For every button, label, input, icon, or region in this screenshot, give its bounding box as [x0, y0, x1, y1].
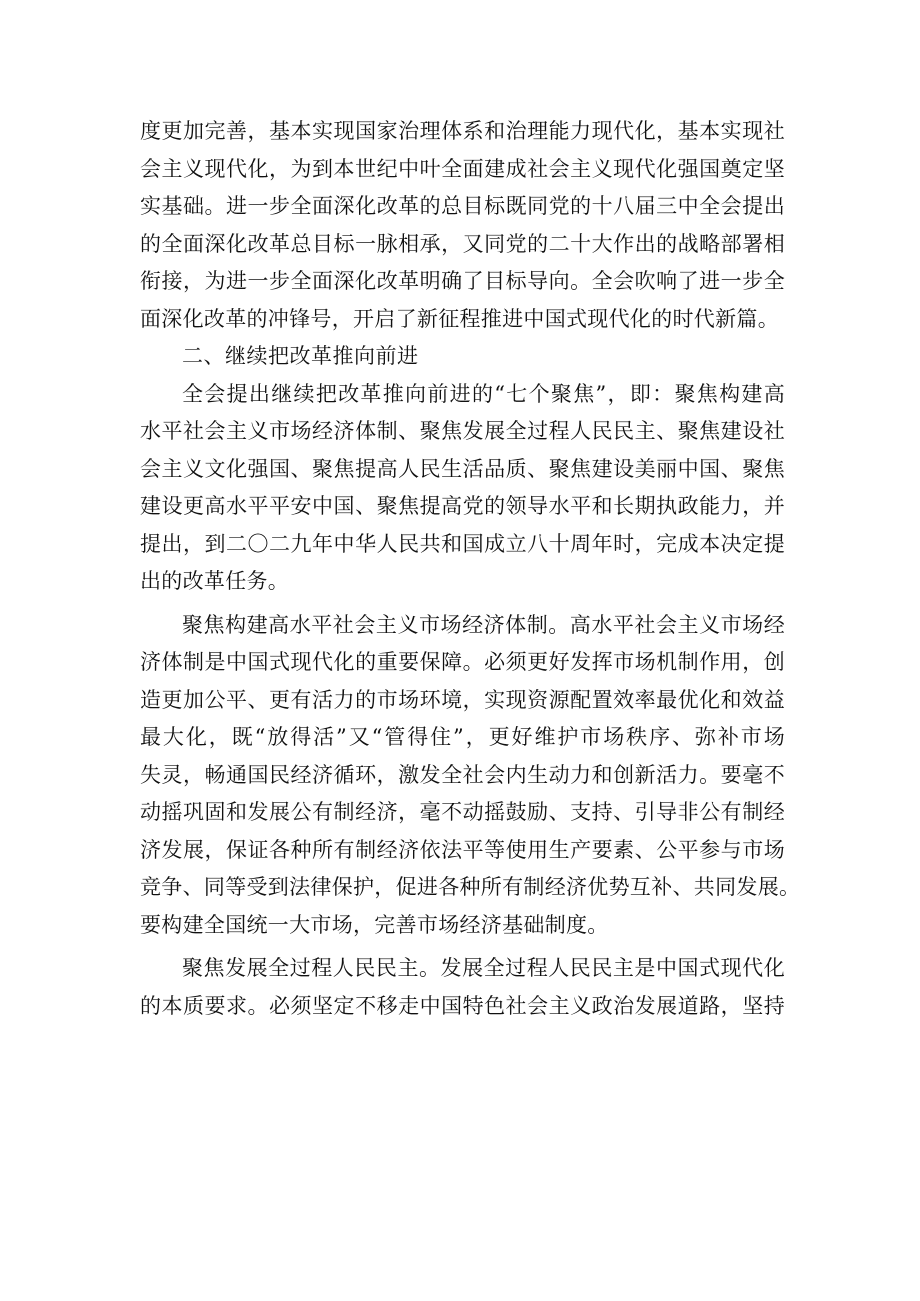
- text-line: 衔接，为进一步全面深化改革明确了目标导向。全会吹响了进一步全: [140, 269, 785, 293]
- text-line: 竞争、同等受到法律保护，促进各种所有制经济优势互补、共同发展。: [140, 875, 801, 899]
- text-line: 度更加完善，基本实现国家治理体系和治理能力现代化，基本实现社: [140, 119, 785, 143]
- text-line: 提出，到二〇二九年中华人民共和国成立八十周年时，完成本决定提: [140, 531, 785, 556]
- text-line: 的全面深化改革总目标一脉相承，又同党的二十大作出的战略部署相: [140, 231, 785, 256]
- text-line: 建设更高水平平安中国、聚焦提高党的领导水平和长期执政能力，并: [140, 494, 785, 518]
- section-heading: 二、继续把改革推向前进: [182, 344, 419, 368]
- text-line: 动摇巩固和发展公有制经济，毫不动摇鼓励、支持、引导非公有制经: [140, 800, 785, 824]
- paragraph-peoples-democracy: [140, 950, 785, 1025]
- paragraph-continuation: [140, 113, 785, 338]
- text-line: 全会提出继续把改革推向前进的“七个聚焦”，即：聚焦构建高: [182, 381, 785, 406]
- text-line: 会主义文化强国、聚焦提高人民生活品质、聚焦建设美丽中国、聚焦: [140, 456, 785, 481]
- text-line: 实基础。进一步全面深化改革的总目标既同党的十八届三中全会提出: [140, 194, 785, 218]
- text-line: 出的改革任务。: [140, 569, 290, 593]
- document-body: [140, 113, 801, 1025]
- text-line: 济发展，保证各种所有制经济依法平等使用生产要素、公平参与市场: [140, 837, 785, 862]
- paragraph-seven-focuses: [140, 376, 785, 601]
- text-line: 面深化改革的冲锋号，开启了新征程推进中国式现代化的时代新篇。: [140, 306, 779, 331]
- text-line: 要构建全国统一大市场，完善市场经济基础制度。: [140, 912, 609, 937]
- text-line: 水平社会主义市场经济体制、聚焦发展全过程人民民主、聚焦建设社: [140, 419, 785, 443]
- text-line: 聚焦构建高水平社会主义市场经济体制。高水平社会主义市场经: [182, 612, 785, 637]
- paragraph-market-economy: [140, 607, 801, 945]
- text-line: 会主义现代化，为到本世纪中叶全面建成社会主义现代化强国奠定坚: [140, 156, 785, 181]
- text-line: 的本质要求。必须坚定不移走中国特色社会主义政治发展道路，坚持: [140, 993, 785, 1018]
- text-line: 聚焦发展全过程人民民主。发展全过程人民民主是中国式现代化: [182, 956, 785, 980]
- text-line: 济体制是中国式现代化的重要保障。必须更好发挥市场机制作用，创: [140, 650, 785, 674]
- text-line: 造更加公平、更有活力的市场环境，实现资源配置效率最优化和效益: [140, 687, 785, 712]
- text-line: 最大化，既“放得活”又“管得住”，更好维护市场秩序、弥补市场: [140, 725, 785, 749]
- text-line: 失灵，畅通国民经济循环，激发全社会内生动力和创新活力。要毫不: [140, 762, 785, 787]
